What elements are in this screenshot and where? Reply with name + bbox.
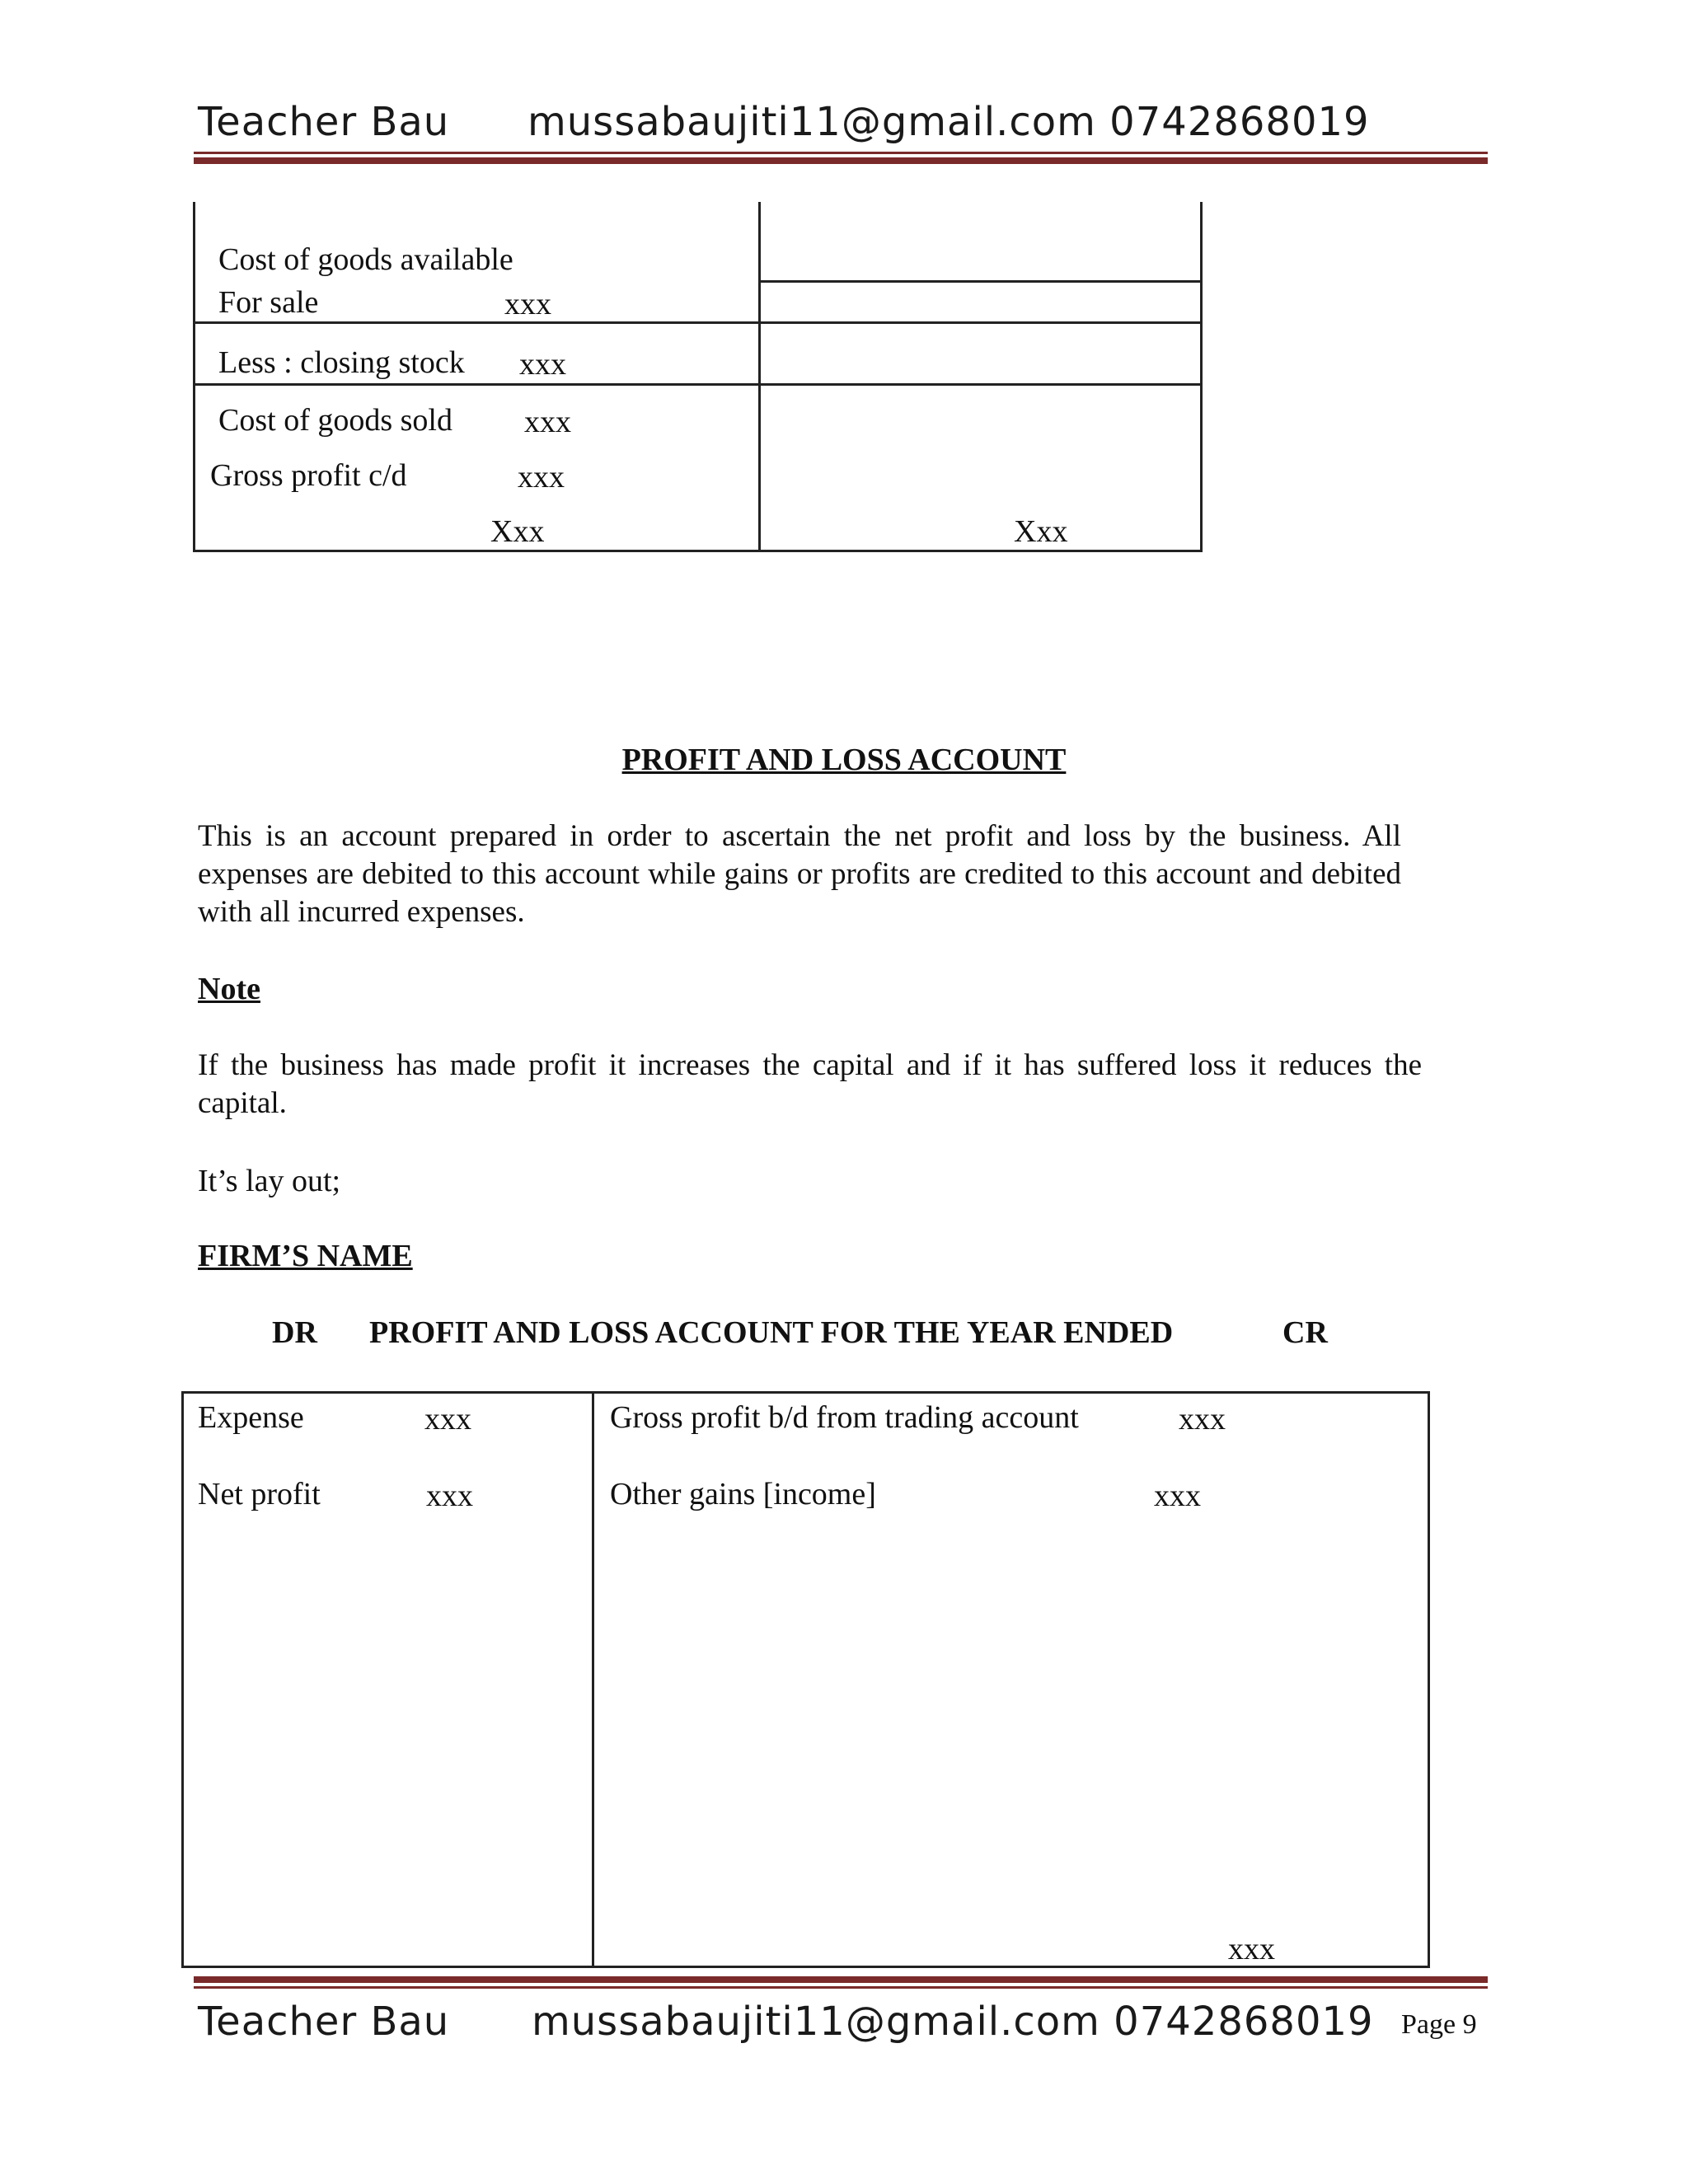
trading-left-total: Xxx xyxy=(490,514,545,549)
footer-rule-thick xyxy=(194,1976,1488,1983)
pl-account-title: PROFIT AND LOSS ACCOUNT FOR THE YEAR ENDED xyxy=(369,1315,1174,1350)
header-rule-thick xyxy=(194,157,1488,164)
credit-row-amount: xxx xyxy=(1154,1479,1201,1513)
debit-row-label: Expense xyxy=(198,1400,304,1435)
trading-row-label: Less : closing stock xyxy=(218,345,465,380)
trading-row-amount: xxx xyxy=(519,347,566,382)
trading-row-label: Gross profit c/d xyxy=(210,458,407,493)
firm-name-heading: FIRM’S NAME xyxy=(198,1239,413,1273)
trading-table-rule xyxy=(193,383,1203,386)
layout-intro: It’s lay out; xyxy=(198,1164,341,1198)
trading-row-amount: xxx xyxy=(524,405,571,439)
trading-row-amount: xxx xyxy=(504,287,551,321)
trading-table-middle-border xyxy=(758,202,761,552)
cr-label: CR xyxy=(1282,1315,1328,1350)
note-paragraph: If the business has made profit it increases the capital and if it has suffered loss it reduces the capital. xyxy=(198,1048,1422,1120)
header-author: Teacher Bau xyxy=(198,99,450,145)
trading-row-label: Cost of goods available xyxy=(218,242,513,277)
header-rule-thin xyxy=(194,152,1488,154)
debit-row-amount: xxx xyxy=(424,1402,471,1436)
section-title: PROFIT AND LOSS ACCOUNT xyxy=(621,743,1067,777)
footer-rule-thin xyxy=(194,1986,1488,1989)
footer-contact: mussabaujiti11@gmail.com 0742868019 xyxy=(532,1999,1374,2045)
debit-row-label: Net profit xyxy=(198,1477,321,1511)
footer-author: Teacher Bau xyxy=(198,1999,450,2045)
page-number: Page 9 xyxy=(1401,2009,1477,2040)
debit-row-amount: xxx xyxy=(426,1479,473,1513)
trading-table-rule xyxy=(193,321,1203,324)
trading-table-rule xyxy=(758,280,1203,283)
trading-row-label: Cost of goods sold xyxy=(218,403,452,438)
note-heading: Note xyxy=(198,972,260,1006)
trading-row-amount: xxx xyxy=(518,460,565,494)
credit-row-label: Other gains [income] xyxy=(610,1477,876,1511)
trading-table-right-border xyxy=(1200,202,1203,552)
credit-row-amount: xxx xyxy=(1179,1402,1226,1436)
pl-account-divider xyxy=(592,1391,594,1968)
credit-row-label: Gross profit b/d from trading account xyxy=(610,1400,1079,1435)
intro-paragraph: This is an account prepared in order to ascertain the net profit and loss by the business. All expenses are debited to this account while gains or profits are credited to this account and debited with all incurred expenses. xyxy=(198,819,1401,929)
dr-label: DR xyxy=(272,1315,317,1350)
credit-total: xxx xyxy=(1228,1932,1275,1966)
trading-table-left-border xyxy=(193,202,195,552)
trading-right-total: Xxx xyxy=(1014,514,1068,549)
trading-row-label: For sale xyxy=(218,285,319,320)
header-contact: mussabaujiti11@gmail.com 0742868019 xyxy=(528,99,1370,145)
